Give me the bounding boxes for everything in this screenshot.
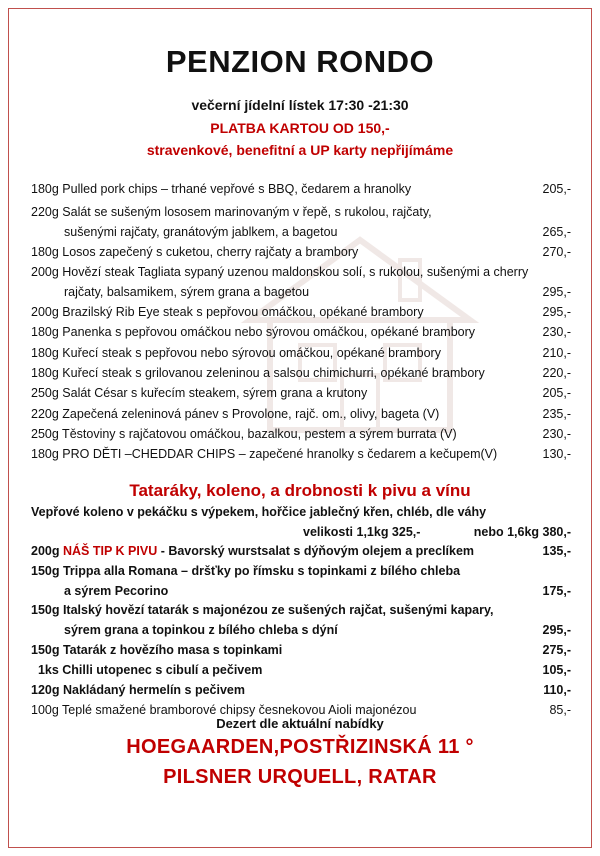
item-price: 270,- xyxy=(542,245,571,259)
menu-item-chilli: 1ks Chilli utopenec s cibulí a pečivem 105,- xyxy=(31,660,571,680)
menu-item-wurstsalat: 200g NÁŠ TIP K PIVU - Bavorský wurstsalat s dýňovým olejem a preclíkem 135,- xyxy=(31,541,571,561)
menu-item: 220g Salát se sušeným lososem marinovaným v řepě, s rukolou, rajčaty, sušenými rajčaty, granátovým jablkem, a bagetou 265,- xyxy=(31,202,571,242)
menu-item-hermelin: 120g Nakládaný hermelín s pečivem 110,- xyxy=(31,680,571,700)
menu-item: 180g Pulled pork chips – trhané vepřové s BBQ, čedarem a hranolky 205,- xyxy=(31,179,571,199)
menu-item: 180g Kuřecí steak s grilovanou zeleninou a salsou chimichurri, opékané brambory 220,- xyxy=(31,363,571,383)
menu-item: 200g Hovězí steak Tagliata sypaný uzenou maldonskou solí, s rukolou, sušenými a cherry rajčaty, balsamikem, sýrem grana a bagetou 295,- xyxy=(31,262,571,302)
item-price: 210,- xyxy=(542,346,571,360)
item-price: 85,- xyxy=(549,703,571,717)
item-price: 295,- xyxy=(542,305,571,319)
section-heading: Tataráky, koleno, a drobnosti k pivu a vínu xyxy=(129,481,471,500)
item-price: 265,- xyxy=(542,225,571,239)
item-price: 205,- xyxy=(542,182,571,196)
opening-hours: večerní jídelní lístek 17:30 -21:30 xyxy=(191,97,409,113)
item-price: 235,- xyxy=(542,407,571,421)
item-price: 175,- xyxy=(542,584,571,598)
item-price: 135,- xyxy=(542,544,571,558)
menu-item: 180g Panenka s pepřovou omáčkou nebo sýrovou omáčkou, opékané brambory 230,- xyxy=(31,322,571,342)
item-price: 230,- xyxy=(542,427,571,441)
menu-item: 250g Těstoviny s rajčatovou omáčkou, bazalkou, pestem a sýrem burrata (V) 230,- xyxy=(31,424,571,444)
page-title: PENZION RONDO xyxy=(165,44,435,79)
item-price: 220,- xyxy=(542,366,571,380)
menu-item: 220g Zapečená zeleninová pánev s Provolone, rajč. om., olivy, bageta (V) 235,- xyxy=(31,404,571,424)
menu-item: 180g Losos zapečený s cuketou, cherry rajčaty a brambory 270,- xyxy=(31,242,571,262)
dessert-note: Dezert dle aktuální nabídky xyxy=(216,716,384,731)
menu-item-tatarak: 150g Tatarák z hovězího masa s topinkami 275,- xyxy=(31,640,571,660)
item-price: 295,- xyxy=(542,623,571,637)
payment-note: PLATBA KARTOU OD 150,- xyxy=(210,120,390,136)
menu-item: 250g Salát César s kuřecím steakem, sýrem grana a krutony 205,- xyxy=(31,383,571,403)
item-price: 230,- xyxy=(542,325,571,339)
menu-item: 180g Kuřecí steak s pepřovou nebo sýrovou omáčkou, opékané brambory 210,- xyxy=(31,343,571,363)
menu-item-italsky-tatarak: 150g Italský hovězí tatarák s majonézou ze sušených rajčat, sušenými kapary, sýrem grana a topinkou z bílého chleba s dýní 295,- xyxy=(31,600,571,640)
menu-item-trippa: 150g Trippa alla Romana – dršťky po římsku s topinkami z bílého chleba a sýrem Pecorino 175,- xyxy=(31,561,571,601)
item-price: 295,- xyxy=(542,285,571,299)
item-price: 275,- xyxy=(542,643,571,657)
menu-item-koleno: Vepřové koleno v pekáčku s výpekem, hořčice jablečný křen, chléb, dle váhy velikosti 1,1kg 325,- nebo 1,6kg 380,- xyxy=(31,505,571,539)
beer-list-2: PILSNER URQUELL, RATAR xyxy=(163,766,437,788)
beer-list-1: HOEGAARDEN,POSTŘIZINSKÁ 11 ° xyxy=(126,736,474,758)
item-price: 105,- xyxy=(542,663,571,677)
item-price: 205,- xyxy=(542,386,571,400)
item-price: 110,- xyxy=(543,683,571,697)
menu-item: 200g Brazilský Rib Eye steak s pepřovou omáčkou, opékané brambory 295,- xyxy=(31,302,571,322)
menu-item: 180g PRO DĚTI –CHEDDAR CHIPS – zapečené hranolky s čedarem a kečupem(V) 130,- xyxy=(31,444,571,464)
menu-item-chipsy: 100g Teplé smažené bramborové chipsy česnekovou Aioli majonézou 85,- xyxy=(31,700,571,720)
voucher-note: stravenkové, benefitní a UP karty nepřijímáme xyxy=(146,142,454,158)
item-price: 130,- xyxy=(542,447,571,461)
tip-label: NÁŠ TIP K PIVU xyxy=(62,544,158,558)
